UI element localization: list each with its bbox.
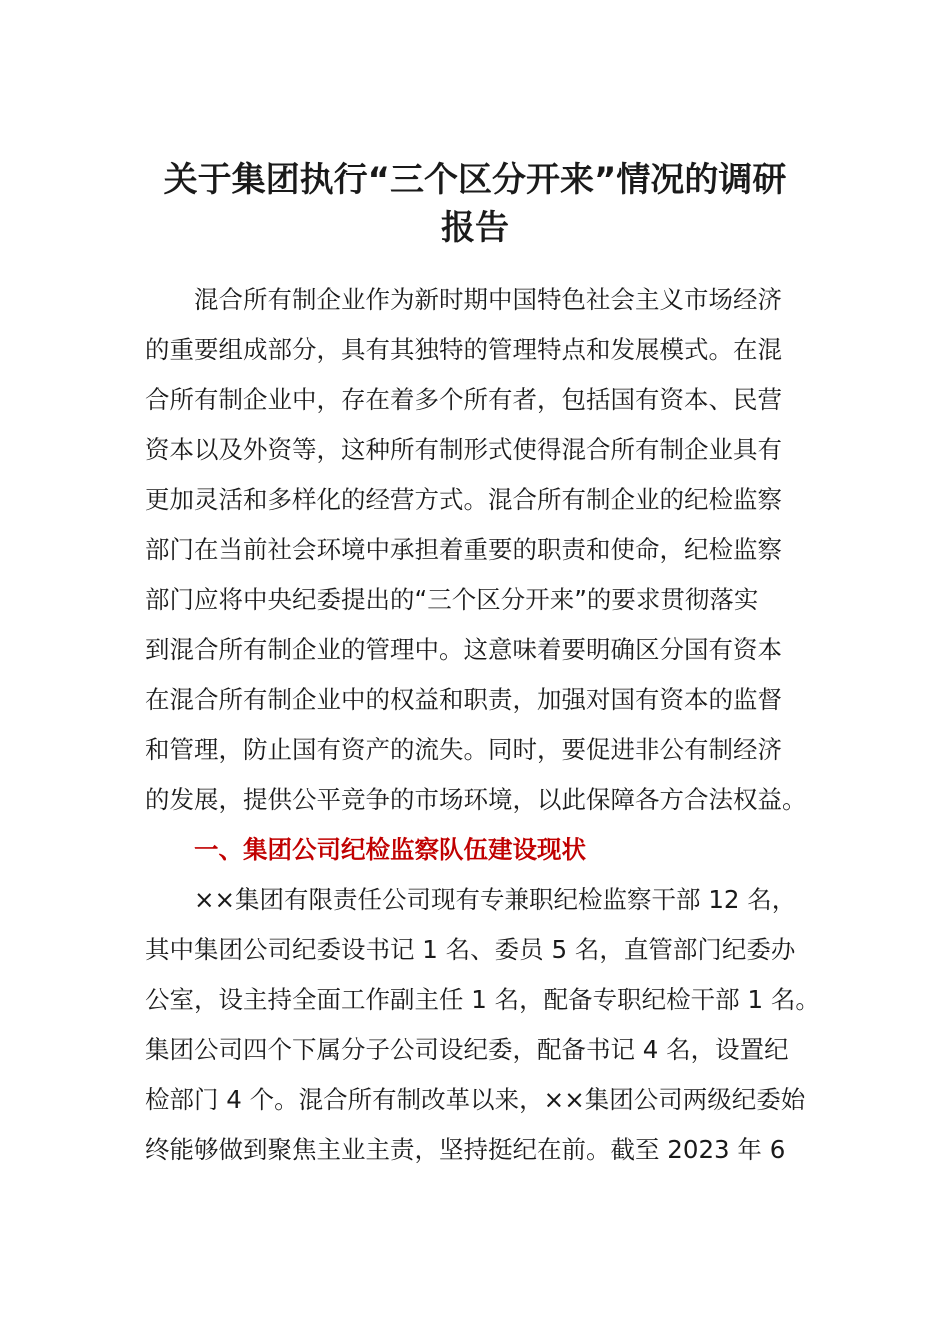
paragraph-line: 集团公司四个下属分子公司设纪委，配备书记 4 名，设置纪 [145,1035,789,1064]
paragraph-line: 部门在当前社会环境中承担着重要的职责和使命，纪检监察 [145,535,782,564]
paragraph-line: 其中集团公司纪委设书记 1 名、委员 5 名，直管部门纪委办 [145,935,796,964]
paragraph-line: 到混合所有制企业的管理中。这意味着要明确区分国有资本 [145,635,782,664]
document-title-line-2: 报告 [441,208,509,248]
paragraph-line: 资本以及外资等，这种所有制形式使得混合所有制企业具有 [145,435,782,464]
document-title-line-1: 关于集团执行“三个区分开来”情况的调研 [163,160,787,200]
paragraph-line: 部门应将中央纪委提出的“三个区分开来”的要求贯彻落实 [145,585,759,614]
paragraph-line: 公室，设主持全面工作副主任 1 名，配备专职纪检干部 1 名。 [145,985,820,1014]
paragraph-line: 合所有制企业中，存在着多个所有者，包括国有资本、民营 [145,385,782,414]
paragraph-line: 的发展，提供公平竞争的市场环境，以此保障各方合法权益。 [145,785,807,814]
paragraph-line: 更加灵活和多样化的经营方式。混合所有制企业的纪检监察 [145,485,782,514]
section-heading: 一、集团公司纪检监察队伍建设现状 [194,835,586,864]
paragraph-line: 和管理，防止国有资产的流失。同时，要促进非公有制经济 [145,735,782,764]
paragraph-line: ××集团有限责任公司现有专兼职纪检监察干部 12 名， [145,885,797,914]
paragraph-line: 检部门 4 个。混合所有制改革以来，××集团公司两级纪委始 [145,1085,806,1114]
paragraph-line: 混合所有制企业作为新时期中国特色社会主义市场经济 [145,285,782,314]
paragraph-line: 终能够做到聚焦主业主责，坚持挺纪在前。截至 2023 年 6 [145,1135,786,1164]
paragraph-line: 的重要组成部分，具有其独特的管理特点和发展模式。在混 [145,335,782,364]
paragraph-line: 在混合所有制企业中的权益和职责，加强对国有资本的监督 [145,685,782,714]
